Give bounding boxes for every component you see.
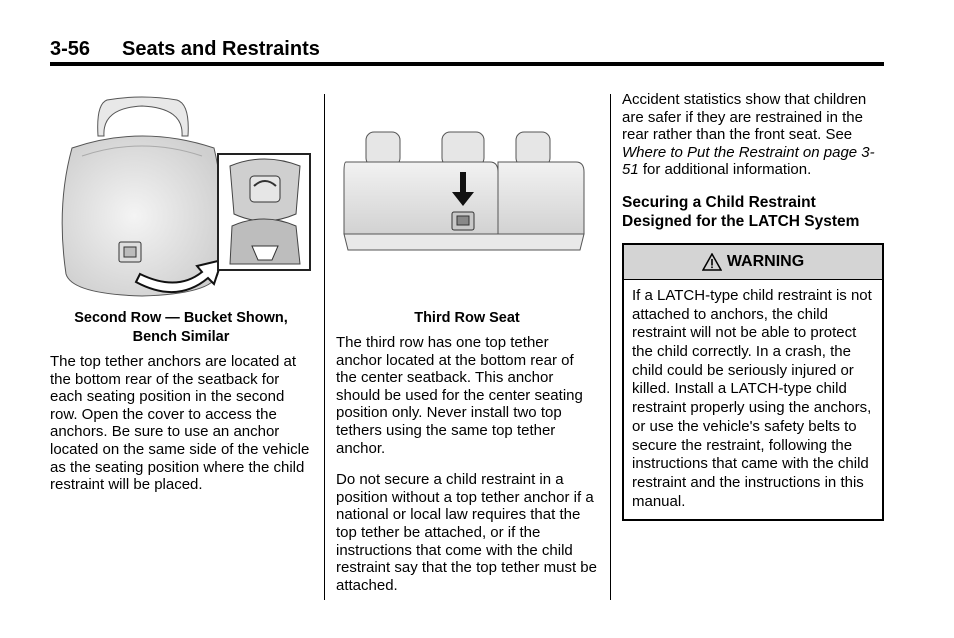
- figure-1-caption-line2: Bench Similar: [132, 329, 230, 345]
- header-rule: [50, 62, 884, 66]
- figure-2-caption: Third Row Seat: [414, 310, 520, 326]
- column-2-para-2: Do not secure a child restraint in a position without a top tether anchor if a national or local law requires that the top tether be attached, or if the instructions that come with the child restraint say that the top tether must be attached.: [336, 471, 597, 594]
- figure-1-caption-line1: Second Row — Bucket Shown,: [74, 310, 288, 326]
- column-3-para: [622, 91, 884, 179]
- cross-reference-link[interactable]: Where to Put the Restraint on page 3-51: [622, 143, 875, 179]
- warning-triangle-icon: [702, 253, 722, 271]
- second-row-seat-illustration: [52, 96, 314, 302]
- third-row-seat-illustration: [340, 126, 588, 256]
- section-title: Seats and Restraints: [122, 38, 320, 60]
- column-3: [622, 91, 884, 521]
- column-2: [336, 309, 598, 608]
- warning-text: If a LATCH-type child restraint is not attached to anchors, the child restraint will not be able to protect the child correctly. In a crash, the child could be seriously injured or killed. Install a LATCH-type child restraint properly using the anchors, or use the vehicle's safety belts to secure the restraint, following the instructions that came with the child restraint and the instructions in this manual.: [632, 286, 872, 510]
- column-1-body: The top tether anchors are located at the bottom rear of the seatback for each seating position in the second row. Open the cover to access the anchors. Be sure to use an anchor located on the same side of the vehicle as the seating position where the child restraint will be placed.: [50, 353, 310, 494]
- column-1: [50, 309, 312, 508]
- figure-1-caption: [50, 309, 312, 347]
- column-divider-2: [610, 94, 611, 600]
- page-header: [50, 38, 320, 61]
- subheading: Securing a Child Restraint Designed for the LATCH System: [622, 193, 860, 230]
- column-divider-1: [324, 94, 325, 600]
- warning-box: [622, 243, 884, 521]
- page-number: 3-56: [50, 38, 91, 60]
- warning-header: [624, 245, 882, 280]
- para-text-start: Accident statistics show that children are safer if they are restrained in the rear rather than the front seat. See: [622, 91, 867, 144]
- para-text-end: for additional information.: [638, 161, 812, 179]
- warning-label: WARNING: [726, 253, 805, 271]
- column-2-para-1: The third row has one top tether anchor located at the bottom rear of the center seatback. This anchor should be used for the center seating position only. Never install two top tethers using the same top tether anchor.: [336, 334, 583, 457]
